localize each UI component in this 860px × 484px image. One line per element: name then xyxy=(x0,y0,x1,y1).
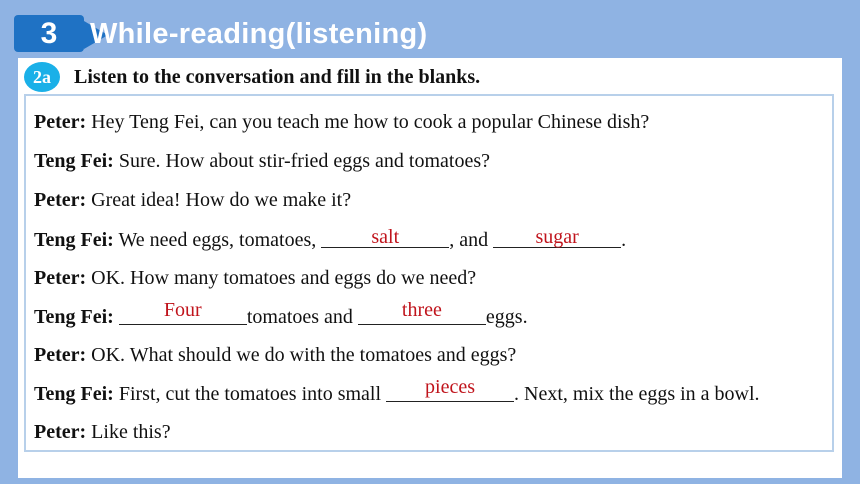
answer-blank[interactable] xyxy=(358,299,486,325)
answer-blank[interactable] xyxy=(321,227,449,248)
task-label-badge: 2a xyxy=(24,62,60,92)
dialogue-text: eggs. xyxy=(485,306,528,328)
dialogue-line-2 xyxy=(34,149,490,173)
dialogue-text: , and xyxy=(449,229,494,251)
answer-blank[interactable] xyxy=(493,227,621,248)
dialogue-text: Like this? xyxy=(86,421,171,443)
dialogue-text: tomatoes and xyxy=(246,306,358,328)
dialogue-line-5 xyxy=(34,266,476,290)
speaker-label: Peter: xyxy=(34,344,87,366)
speaker-label: Peter: xyxy=(34,267,87,289)
dialogue-text: Great idea! How do we make it? xyxy=(86,189,352,211)
section-title: While-reading(listening) xyxy=(90,18,428,50)
answer-blank[interactable] xyxy=(119,299,247,325)
dialogue-line-1 xyxy=(34,110,649,134)
dialogue-text: OK. What should we do with the tomatoes and eggs? xyxy=(86,344,517,366)
dialogue-box xyxy=(24,94,834,452)
speaker-label: Teng Fei: xyxy=(34,229,114,251)
dialogue-text: Hey Teng Fei, can you teach me how to cook a popular Chinese dish? xyxy=(86,111,650,133)
dialogue-line-7 xyxy=(34,343,516,367)
dialogue-line-8 xyxy=(34,376,760,406)
section-number-badge: 3 xyxy=(14,15,84,52)
speaker-label: Peter: xyxy=(34,421,87,443)
speaker-label: Peter: xyxy=(34,189,87,211)
dialogue-text: . xyxy=(621,229,627,251)
answer-text: salt xyxy=(371,226,400,248)
speaker-label: Peter: xyxy=(34,111,87,133)
dialogue-line-6 xyxy=(34,299,528,329)
dialogue-line-9 xyxy=(34,420,171,444)
answer-text: three xyxy=(401,299,442,321)
dialogue-line-3 xyxy=(34,188,351,212)
answer-text: sugar xyxy=(535,226,579,248)
dialogue-text: OK. How many tomatoes and eggs do we need? xyxy=(86,267,477,289)
dialogue-text: . Next, mix the eggs in a bowl. xyxy=(514,383,760,405)
speaker-label: Teng Fei: xyxy=(34,306,114,328)
dialogue-text: We need eggs, tomatoes, xyxy=(113,229,322,251)
dialogue-line-4 xyxy=(34,227,626,252)
dialogue-text: Sure. How about stir-fried eggs and tomatoes? xyxy=(113,150,490,172)
task-instruction: Listen to the conversation and fill in the blanks. xyxy=(74,66,481,88)
answer-text: pieces xyxy=(425,376,476,398)
dialogue-text: First, cut the tomatoes into small xyxy=(113,383,387,405)
speaker-label: Teng Fei: xyxy=(34,383,114,405)
answer-blank[interactable] xyxy=(386,376,514,402)
answer-text: Four xyxy=(163,299,202,321)
speaker-label: Teng Fei: xyxy=(34,150,114,172)
